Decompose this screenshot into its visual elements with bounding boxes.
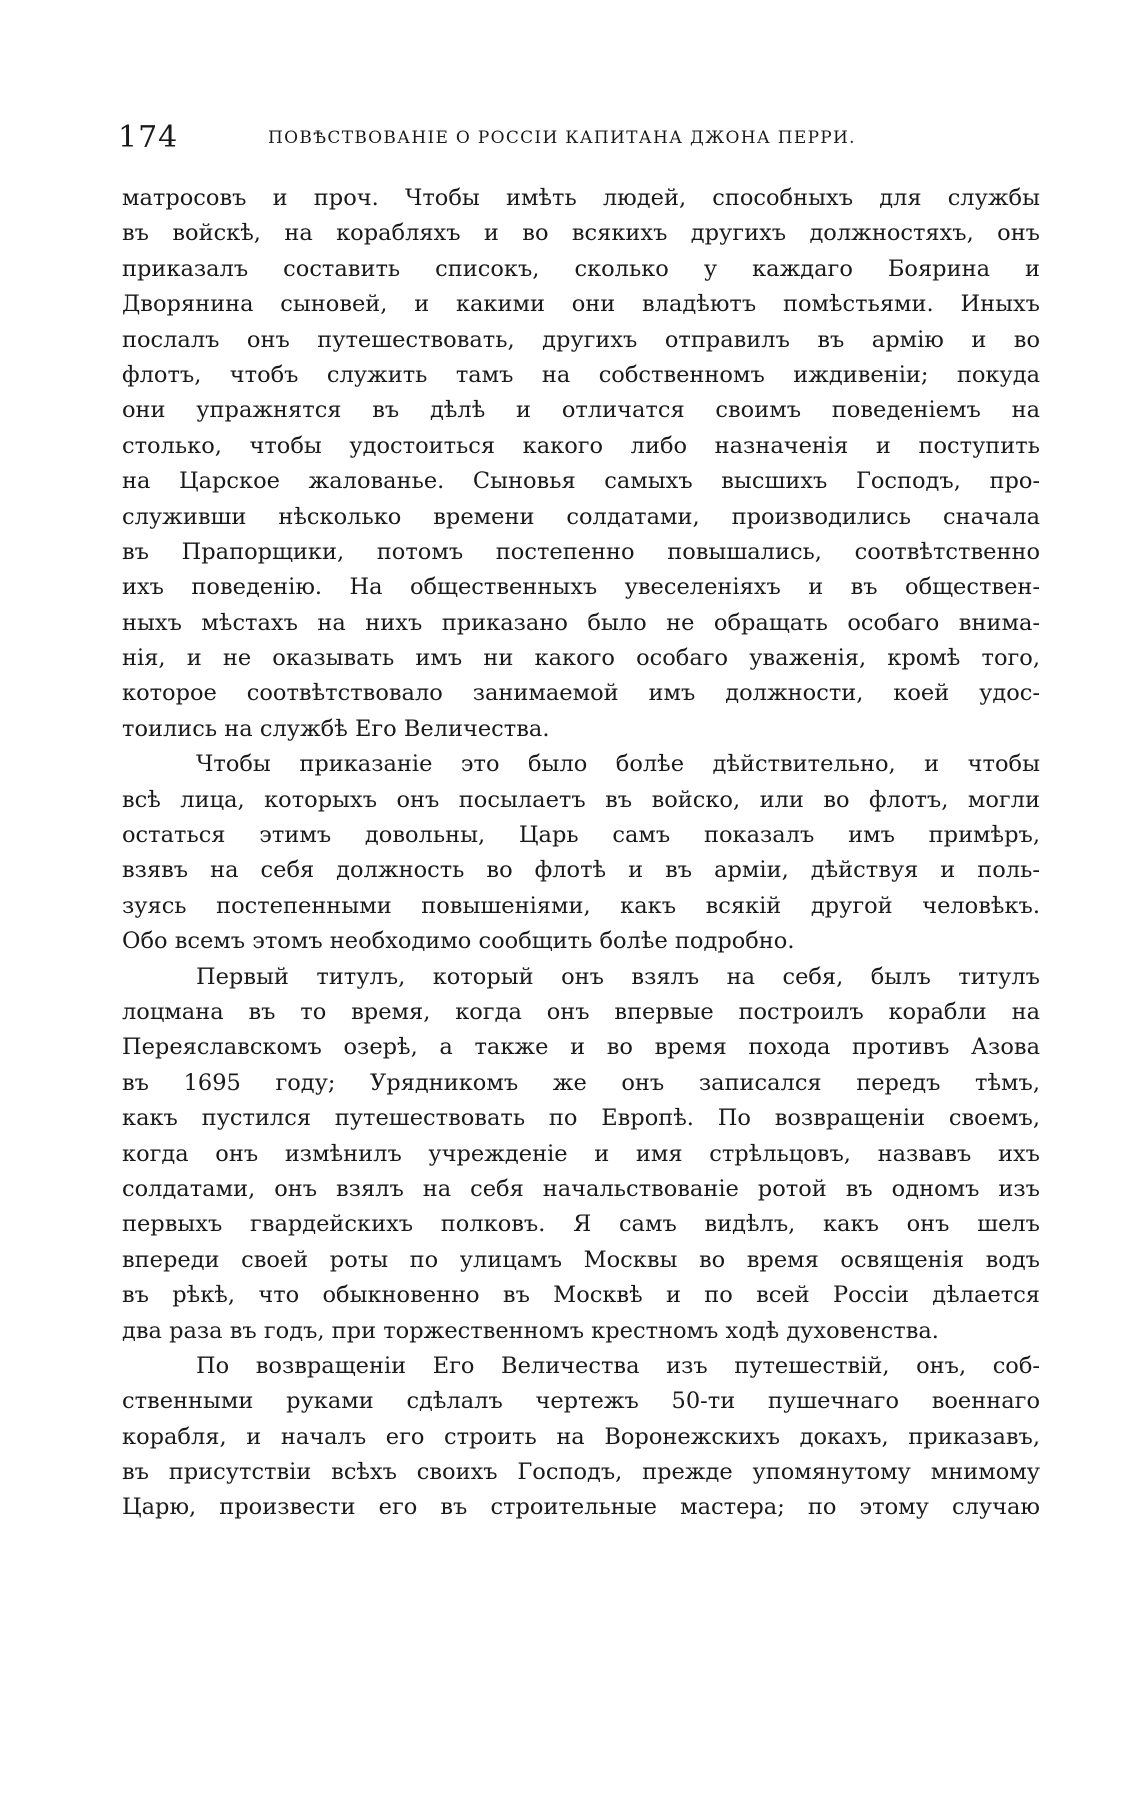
text-line: когда онъ измѣнилъ учрежденіе и имя стрѣльцовъ, назвавъ ихъ [122,1140,1040,1167]
text-line: корабля, и началъ его строить на Воронежскихъ докахъ, приказавъ, [122,1423,1040,1450]
page-number: 174 [118,120,179,155]
text-line: Переяславскомъ озерѣ, а также и во время похода противъ Азова [122,1034,1040,1061]
text-line: ихъ поведенію. На общественныхъ увеселеніяхъ и въ обществен- [122,574,1040,601]
text-line: которое соотвѣтствовало занимаемой имъ должности, коей удос- [122,680,1040,707]
text-line: въ войскѣ, на корабляхъ и во всякихъ другихъ должностяхъ, онъ [122,220,1040,247]
text-line: Чтобы приказаніе это было болѣе дѣйствительно, и чтобы [196,751,1040,778]
text-line: ственными руками сдѣлалъ чертежъ 50-ти пушечнаго военнаго [122,1388,1040,1415]
text-line: флотъ, чтобъ служить тамъ на собственномъ иждивеніи; покуда [122,361,1040,388]
text-line: впереди своей роты по улицамъ Москвы во время освященія водъ [122,1246,1040,1273]
text-line: всѣ лица, которыхъ онъ посылаетъ въ войско, или во флотъ, могли [122,786,1040,813]
text-line: Дворянина сыновей, и какими они владѣютъ помѣстьями. Иныхъ [122,291,1040,318]
text-line: Обо всемъ этомъ необходимо сообщить болѣе подробно. [122,928,795,955]
body-text [122,181,1040,1526]
text-line: солдатами, онъ взялъ на себя начальствованіе ротой въ одномъ изъ [122,1175,1040,1202]
text-line: въ рѣкѣ, что обыкновенно въ Москвѣ и по всей Россіи дѣлается [122,1282,1040,1309]
text-line: нія, и не оказывать имъ ни какого особаго уваженія, кромѣ того, [122,645,1040,672]
text-line: на Царское жалованье. Сыновья самыхъ высшихъ Господъ, про- [122,468,1040,495]
text-line: ныхъ мѣстахъ на нихъ приказано было не обращать особаго внима- [122,609,1040,636]
text-line: служивши нѣсколько времени солдатами, производились сначала [122,503,1040,530]
paragraph [122,181,1040,747]
text-line: первыхъ гвардейскихъ полковъ. Я самъ видѣлъ, какъ онъ шелъ [122,1211,1040,1238]
paragraph [122,747,1040,959]
text-line: Царю, произвести его въ строительные мастера; по этому случаю [122,1494,1040,1521]
paragraph [122,960,1040,1349]
text-line: приказалъ составить списокъ, сколько у каждаго Боярина и [122,255,1040,282]
text-line: По возвращеніи Его Величества изъ путешествій, онъ, соб- [196,1352,1040,1379]
text-line: остаться этимъ довольны, Царь самъ показалъ имъ примѣръ, [122,822,1040,849]
running-head: ПОВѢСТВОВАНІЕ О РОССІИ КАПИТАНА ДЖОНА ПЕРРИ. [268,128,856,148]
text-line: они упражнятся въ дѣлѣ и отличатся своимъ поведеніемъ на [122,397,1040,424]
text-line: въ 1695 году; Урядникомъ же онъ записался передъ тѣмъ, [122,1069,1040,1096]
text-line: тоились на службѣ Его Величества. [122,715,550,742]
paragraph [122,1349,1040,1526]
text-line: въ Прапорщики, потомъ постепенно повышались, соотвѣтственно [122,538,1040,565]
text-line: зуясь постепенными повышеніями, какъ всякій другой человѣкъ. [122,892,1040,919]
text-line: Первый титулъ, который онъ взялъ на себя, былъ титулъ [196,963,1040,990]
text-line: два раза въ годъ, при торжественномъ крестномъ ходѣ духовенства. [122,1317,939,1344]
text-line: послалъ онъ путешествовать, другихъ отправилъ въ армію и во [122,326,1040,353]
text-line: взявъ на себя должность во флотѣ и въ арміи, дѣйствуя и поль- [122,857,1040,884]
text-line: столько, чтобы удостоиться какого либо назначенія и поступить [122,432,1040,459]
text-line: матросовъ и проч. Чтобы имѣть людей, способныхъ для службы [122,185,1040,211]
text-line: какъ пустился путешествовать по Европѣ. По возвращеніи своемъ, [122,1105,1040,1132]
page-header [118,120,1048,156]
text-line: въ присутствіи всѣхъ своихъ Господъ, прежде упомянутому мнимому [122,1459,1040,1486]
text-line: лоцмана въ то время, когда онъ впервые построилъ корабли на [122,998,1040,1025]
